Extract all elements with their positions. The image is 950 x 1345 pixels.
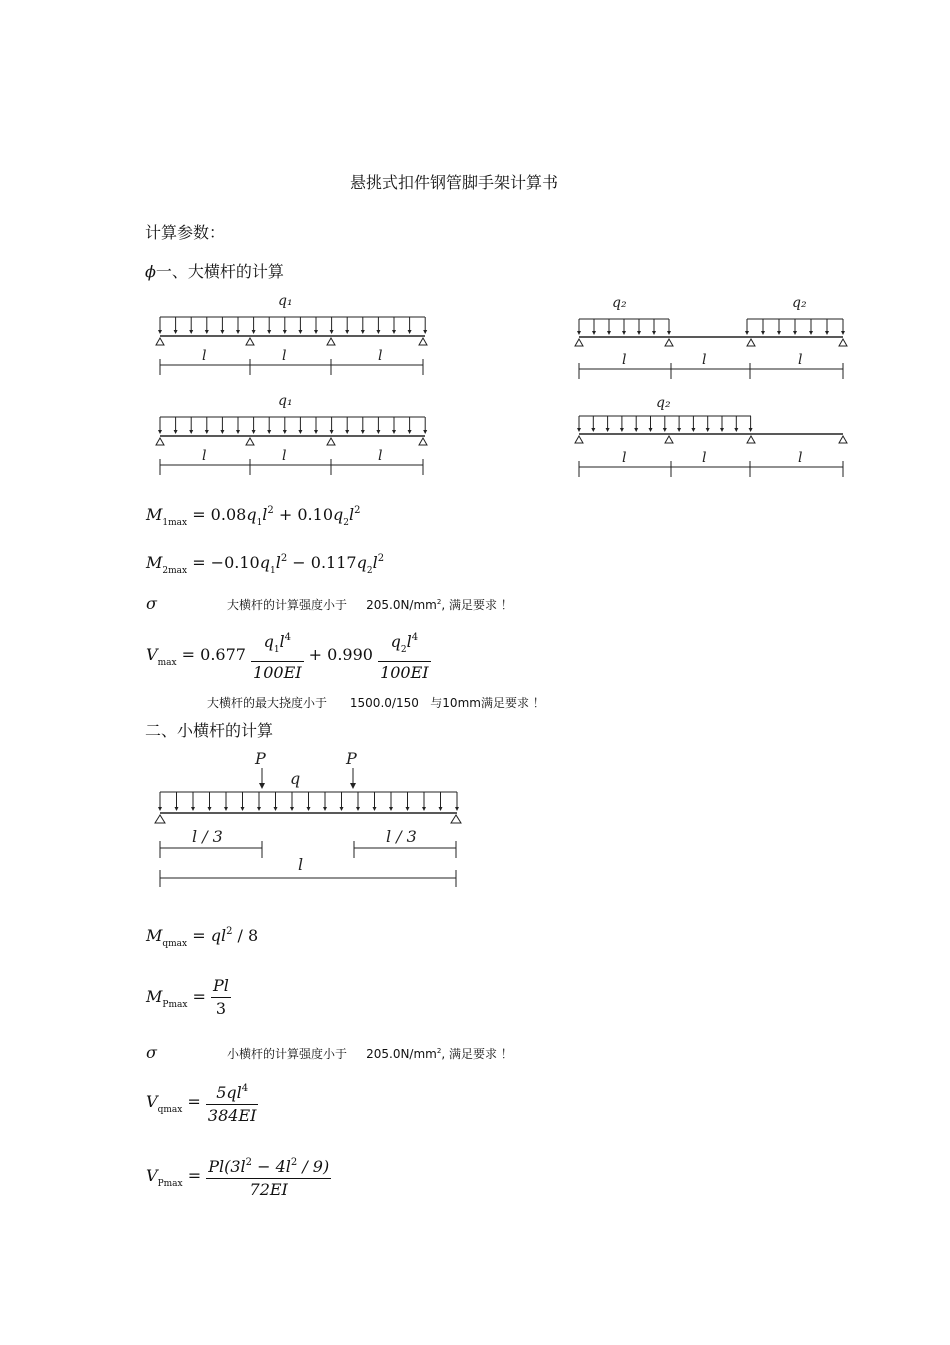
load-arrowhead xyxy=(158,807,162,811)
load-arrowhead xyxy=(158,430,162,434)
load-arrowhead xyxy=(236,430,240,434)
span-label: l xyxy=(298,855,304,874)
beam-diagram-4 xyxy=(570,390,860,485)
dimension-ticks xyxy=(579,461,843,477)
load-arrowhead xyxy=(189,430,193,434)
load-arrowhead xyxy=(323,807,327,811)
load-arrowhead xyxy=(406,807,410,811)
point-load-arrowhead xyxy=(350,783,356,789)
load-arrowhead xyxy=(224,807,228,811)
load-arrowhead xyxy=(637,331,641,335)
span-label: l xyxy=(702,450,707,466)
load-arrowhead xyxy=(592,331,596,335)
formula-vqmax: $V_{qmax}$ = $\frac{5ql^4}{384EI}$ xyxy=(146,1078,258,1127)
load-arrowhead xyxy=(361,430,365,434)
load-arrowhead xyxy=(667,331,671,335)
load-arrowhead xyxy=(677,428,681,432)
formula-mqmax: $M_{qmax} = ql^2 / 8$ xyxy=(146,926,259,949)
span-label: l xyxy=(202,448,207,464)
span-label: l xyxy=(622,450,627,466)
load-arrowhead xyxy=(345,430,349,434)
load-arrowhead xyxy=(175,807,179,811)
support-triangles xyxy=(156,438,427,445)
load-arrowhead xyxy=(455,807,459,811)
load-label-q1: q₁ xyxy=(278,393,293,409)
load-arrows xyxy=(577,416,753,432)
span-label: l xyxy=(798,450,803,466)
formula-m2max: $M_{2max} = -0.10q_1l^2 - 0.117q_2l^2$ xyxy=(146,553,385,576)
load-arrowhead xyxy=(174,330,178,334)
load-arrowhead xyxy=(267,430,271,434)
load-arrowhead xyxy=(809,331,813,335)
load-arrowhead xyxy=(330,430,334,434)
point-load-arrowhead xyxy=(259,783,265,789)
load-arrowhead xyxy=(706,428,710,432)
load-label-q2: q₂ xyxy=(656,395,671,411)
span-label: l xyxy=(798,352,803,368)
beam-diagram-2 xyxy=(150,390,440,485)
span-label: l xyxy=(702,352,707,368)
load-arrowhead xyxy=(749,428,753,432)
load-arrowhead xyxy=(356,807,360,811)
formula-mpmax: $M_{Pmax}$ = $\frac{Pl}{3}$ xyxy=(146,976,229,1018)
load-arrowhead xyxy=(408,430,412,434)
load-arrowhead xyxy=(174,430,178,434)
point-load-label-P: P xyxy=(346,749,357,768)
load-arrowhead xyxy=(720,428,724,432)
sigma-symbol: σ xyxy=(146,1043,157,1062)
load-arrows xyxy=(577,319,671,335)
load-arrowhead xyxy=(392,430,396,434)
phi-symbol: ϕ xyxy=(145,262,156,281)
load-arrowhead xyxy=(257,807,261,811)
load-arrowhead xyxy=(345,330,349,334)
strength-check-1: 大横杆的计算强度小于 $205.0N/mm^2$, 满足要求 ！ xyxy=(227,598,513,612)
udl-label-q: q xyxy=(290,769,301,788)
load-arrowhead xyxy=(205,430,209,434)
load-label-q2: q₂ xyxy=(612,295,627,311)
load-arrowhead xyxy=(634,428,638,432)
load-arrowhead xyxy=(691,428,695,432)
load-arrowhead xyxy=(220,330,224,334)
span-label: l xyxy=(202,348,207,364)
load-arrowhead xyxy=(392,330,396,334)
load-arrowhead xyxy=(189,330,193,334)
load-arrowhead xyxy=(825,331,829,335)
dimension-ticks xyxy=(579,363,843,379)
load-arrows xyxy=(745,319,845,335)
load-arrows xyxy=(158,792,459,811)
beam-diagram-5 xyxy=(150,748,470,893)
load-arrowhead xyxy=(252,330,256,334)
load-arrowhead xyxy=(205,330,209,334)
support-triangles xyxy=(575,436,847,443)
load-arrowhead xyxy=(389,807,393,811)
span-label: l xyxy=(622,352,627,368)
load-arrowhead xyxy=(236,330,240,334)
section1-heading xyxy=(145,259,284,282)
load-arrowhead xyxy=(314,430,318,434)
params-heading: 计算参数： xyxy=(145,223,226,242)
point-load-label-P: P xyxy=(255,749,266,768)
load-arrowhead xyxy=(290,807,294,811)
load-arrowhead xyxy=(298,430,302,434)
load-arrowhead xyxy=(361,330,365,334)
formula-vmax: $V_{max} = 0.677$ $\frac{q_1l^4}{100EI}$ + 0.990 $\frac{q_2l^4}{100EI}$ xyxy=(146,627,431,684)
support-triangles xyxy=(575,339,847,346)
load-arrowhead xyxy=(423,330,427,334)
span-label: l xyxy=(378,448,383,464)
load-arrowhead xyxy=(252,430,256,434)
span-label: l xyxy=(282,448,287,464)
load-arrowhead xyxy=(649,428,653,432)
load-arrowhead xyxy=(577,428,581,432)
load-arrowhead xyxy=(777,331,781,335)
span-label: l xyxy=(378,348,383,364)
load-arrowhead xyxy=(761,331,765,335)
beam-diagram-1 xyxy=(150,290,440,385)
load-arrowhead xyxy=(274,807,278,811)
span-label-third: l / 3 xyxy=(386,827,417,846)
support-triangles xyxy=(155,815,461,823)
load-label-q2: q₂ xyxy=(792,295,807,311)
load-arrowhead xyxy=(267,330,271,334)
load-arrowhead xyxy=(373,807,377,811)
support-triangles xyxy=(156,338,427,345)
load-arrowhead xyxy=(241,807,245,811)
load-arrowhead xyxy=(422,807,426,811)
load-arrowhead xyxy=(606,428,610,432)
load-label-q1: q₁ xyxy=(278,293,293,309)
load-arrowhead xyxy=(423,430,427,434)
load-arrowhead xyxy=(734,428,738,432)
load-arrowhead xyxy=(314,330,318,334)
load-arrowhead xyxy=(745,331,749,335)
dimension-ticks xyxy=(160,459,423,475)
span-label: l xyxy=(282,348,287,364)
load-arrowhead xyxy=(793,331,797,335)
section1-heading-text: 一、大横杆的计算 xyxy=(155,262,284,281)
load-arrowhead xyxy=(307,807,311,811)
load-arrowhead xyxy=(607,331,611,335)
sigma-symbol: σ xyxy=(146,594,157,613)
beam-diagram-3 xyxy=(570,292,860,387)
load-arrowhead xyxy=(591,428,595,432)
load-arrowhead xyxy=(208,807,212,811)
load-arrowhead xyxy=(577,331,581,335)
load-arrowhead xyxy=(340,807,344,811)
span-label-third: l / 3 xyxy=(192,827,223,846)
load-arrowhead xyxy=(158,330,162,334)
load-arrowhead xyxy=(330,330,334,334)
load-arrowhead xyxy=(622,331,626,335)
load-arrows xyxy=(158,417,427,434)
load-arrowhead xyxy=(652,331,656,335)
load-arrowhead xyxy=(408,330,412,334)
section2-heading: 二、小横杆的计算 xyxy=(145,721,274,740)
formula-vpmax: $V_{Pmax}$ = $\frac{Pl(3l^2 - 4l^2 / 9)}{72EI}$ xyxy=(146,1152,331,1201)
load-arrowhead xyxy=(298,330,302,334)
load-arrowhead xyxy=(620,428,624,432)
load-arrowhead xyxy=(439,807,443,811)
formula-m1max: $M_{1max} = 0.08q_1l^2 + 0.10q_2l^2$ xyxy=(146,505,361,528)
load-arrowhead xyxy=(191,807,195,811)
strength-check-2: 小横杆的计算强度小于 $205.0N/mm^2$, 满足要求 ！ xyxy=(227,1047,513,1061)
load-arrowhead xyxy=(841,331,845,335)
load-arrowhead xyxy=(663,428,667,432)
load-arrows xyxy=(158,317,427,334)
deflection-check-1: 大横杆的最大挠度小于 1500.0/150 与10mm满足要求 ！ xyxy=(207,696,545,710)
load-arrowhead xyxy=(283,430,287,434)
document-title: 悬挑式扣件钢管脚手架计算书 xyxy=(350,173,559,192)
dimension-ticks xyxy=(160,359,423,375)
load-arrowhead xyxy=(376,430,380,434)
load-arrowhead xyxy=(376,330,380,334)
load-arrowhead xyxy=(283,330,287,334)
load-arrowhead xyxy=(220,430,224,434)
